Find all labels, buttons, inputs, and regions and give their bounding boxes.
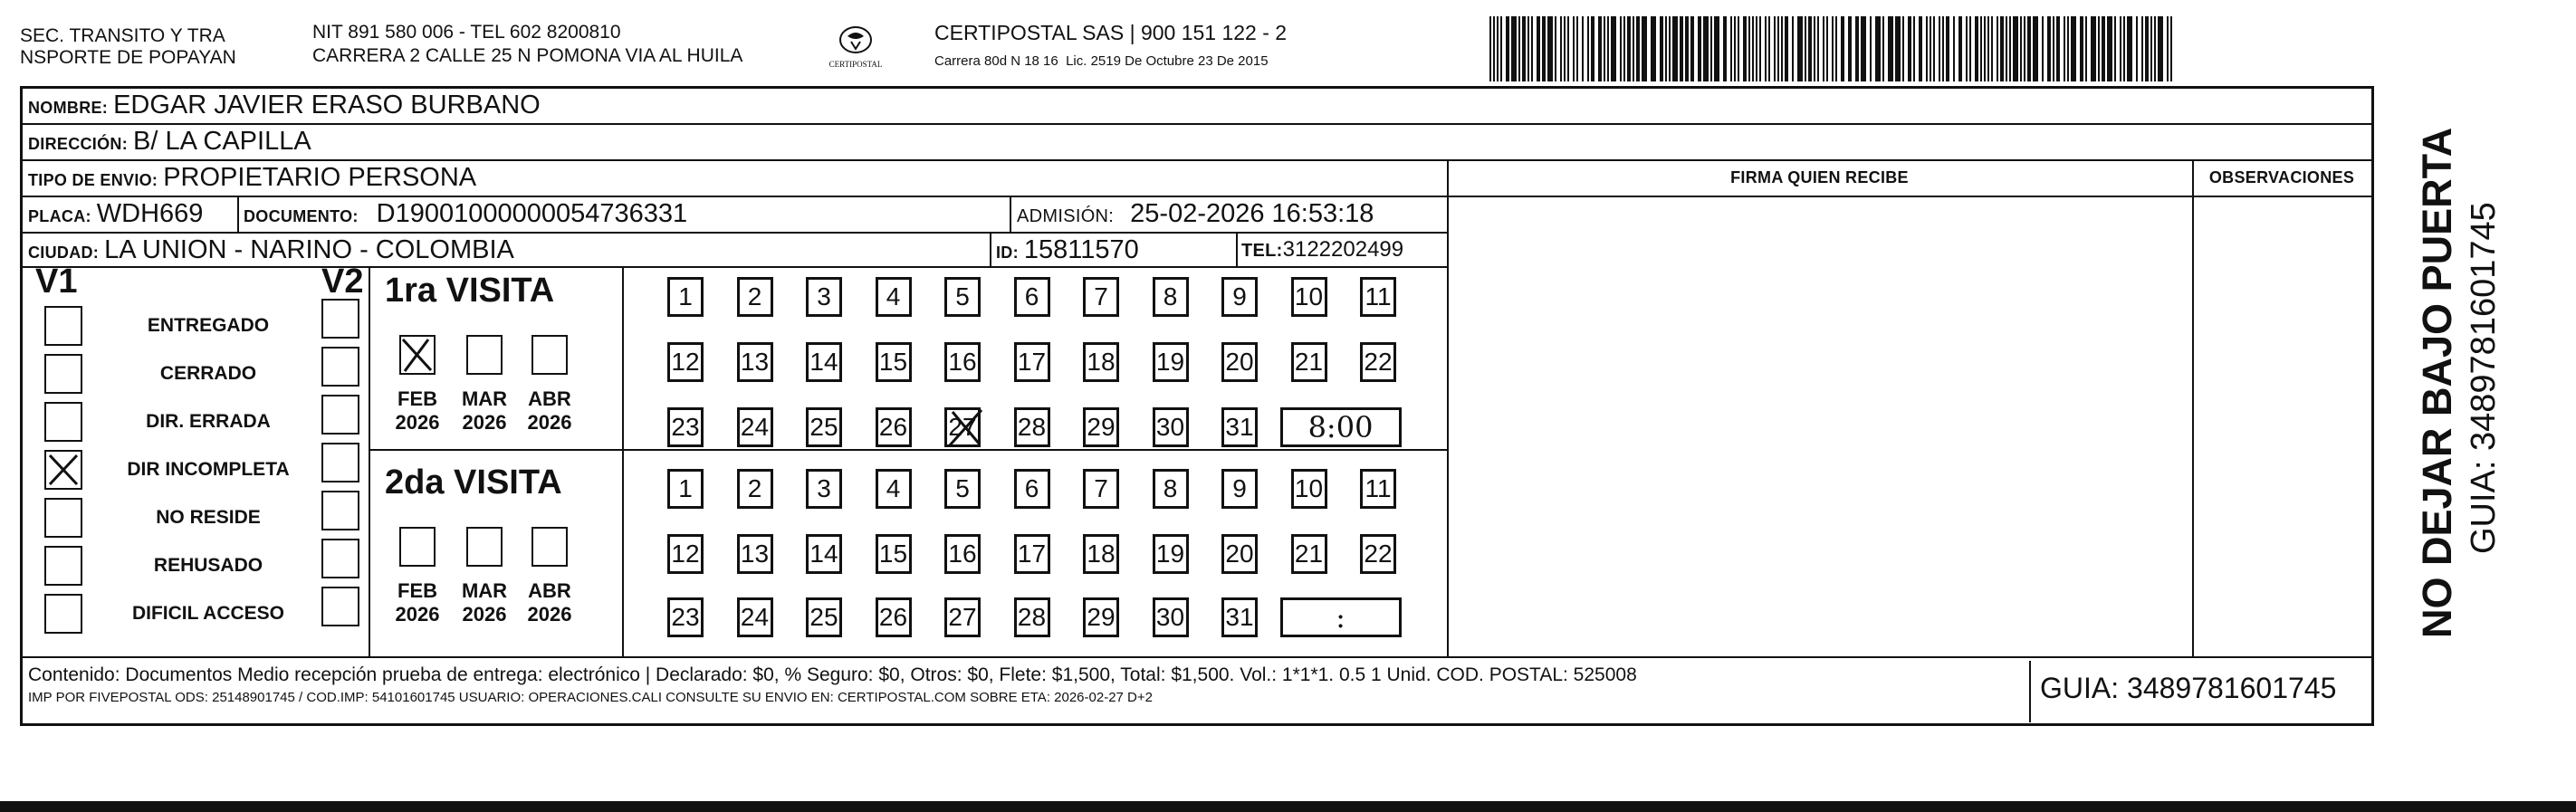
first-visit-day-box[interactable]: 23: [667, 407, 704, 447]
second-visit-day-box[interactable]: 22: [1360, 534, 1396, 574]
admision-value: 25-02-2026 16:53:18: [1130, 199, 1374, 228]
v1-checkbox[interactable]: [44, 354, 82, 394]
month-name: FEB: [397, 387, 437, 410]
certipostal-logo: [824, 20, 887, 74]
no-dejar-bajo-puerta: NO DEJAR BAJO PUERTA: [2414, 127, 2460, 638]
first-visit-day-box[interactable]: 11: [1360, 277, 1396, 317]
first-visit-day-box[interactable]: 7: [1083, 277, 1119, 317]
first-visit-day-box[interactable]: 14: [806, 342, 842, 382]
logo-text: CERTIPOSTAL: [828, 60, 883, 69]
first-visit-day-box[interactable]: 20: [1221, 342, 1258, 382]
first-visit-day-box[interactable]: 6: [1014, 277, 1050, 317]
first-visit-day-box[interactable]: 27: [944, 407, 981, 447]
second-visit-day-box[interactable]: 14: [806, 534, 842, 574]
first-visit-day-box[interactable]: 18: [1083, 342, 1119, 382]
first-visit-day-box[interactable]: 13: [737, 342, 773, 382]
v1-checkbox[interactable]: [44, 546, 82, 586]
tel-row: [1241, 237, 1403, 263]
admision-row: [1017, 199, 1374, 229]
direccion-row: [28, 127, 311, 157]
second-visit-day-box[interactable]: 30: [1153, 597, 1189, 637]
nombre-row: [28, 91, 541, 120]
first-visit-day-box[interactable]: 4: [876, 277, 912, 317]
contenido-text: Contenido: Documentos Medio recepción prueba de entrega: electrónico | Declarado: $0, % Seguro: $0, Otros: $0, Flete: $1,500, Total: $1,500. Vol.: 1*1*1. 0.5 1 Unid. COD. POSTAL: 525008: [28, 664, 1637, 685]
month-year: 2026: [462, 603, 507, 626]
first-visit-day-box[interactable]: 22: [1360, 342, 1396, 382]
tel-value: 3122202499: [1282, 237, 1404, 262]
sender-nit: NIT 891 580 006 - TEL 602 8200810: [312, 22, 621, 43]
footer-guia: GUIA: 3489781601745: [2040, 672, 2337, 704]
first-visit-day-box[interactable]: 15: [876, 342, 912, 382]
month-year: 2026: [395, 411, 440, 434]
company-info: CERTIPOSTAL SAS | 900 151 122 - 2: [934, 21, 1288, 44]
first-visit-day-box[interactable]: 17: [1014, 342, 1050, 382]
side-guia: GUIA: 3489781601745: [2465, 202, 2503, 554]
id-row: [996, 235, 1139, 265]
sender-name-line2: NSPORTE DE POPAYAN: [20, 47, 236, 68]
first-visit-day-box[interactable]: 19: [1153, 342, 1189, 382]
v1-checkbox[interactable]: [44, 402, 82, 442]
first-visit-day-box[interactable]: 8: [1153, 277, 1189, 317]
tel-label: TEL:: [1241, 241, 1283, 261]
first-visit-day-box[interactable]: 5: [944, 277, 981, 317]
month-year: 2026: [527, 411, 572, 434]
placa-value: WDH669: [96, 199, 204, 228]
first-visit-title: 1ra VISITA: [385, 272, 555, 310]
nombre-label: NOMBRE:: [28, 99, 109, 117]
first-visit-day-box[interactable]: 3: [806, 277, 842, 317]
month-label: [392, 579, 443, 626]
second-visit-day-box[interactable]: 18: [1083, 534, 1119, 574]
ciudad-value: LA UNION - NARINO - COLOMBIA: [104, 235, 514, 264]
sender-address: CARRERA 2 CALLE 25 N POMONA VIA AL HUILA: [312, 45, 743, 66]
second-visit-day-box[interactable]: 2: [737, 469, 773, 509]
first-visit-day-box[interactable]: 30: [1153, 407, 1189, 447]
second-visit-day-box[interactable]: 7: [1083, 469, 1119, 509]
second-visit-day-box[interactable]: 31: [1221, 597, 1258, 637]
status-option-label: REHUSADO: [153, 555, 263, 576]
status-option-label: ENTREGADO: [147, 315, 270, 336]
v2-checkbox[interactable]: [321, 443, 359, 482]
first-visit-month-checkbox[interactable]: [399, 335, 436, 375]
status-option-label: DIR INCOMPLETA: [127, 459, 290, 480]
barcode: [1489, 16, 2178, 81]
direccion-value: B/ LA CAPILLA: [133, 127, 311, 156]
v1-checkbox[interactable]: [44, 306, 82, 346]
firma-label: FIRMA QUIEN RECIBE: [1730, 168, 1909, 186]
second-visit-day-box[interactable]: 6: [1014, 469, 1050, 509]
second-visit-day-box[interactable]: 17: [1014, 534, 1050, 574]
v2-checkbox[interactable]: [321, 347, 359, 387]
second-visit-day-box[interactable]: 27: [944, 597, 981, 637]
v1-label: V1: [35, 263, 78, 301]
admision-label: ADMISIÓN:: [1017, 206, 1115, 226]
first-visit-month-checkbox[interactable]: [466, 335, 503, 375]
first-visit-day-box[interactable]: 1: [667, 277, 704, 317]
first-visit-day-box[interactable]: 21: [1291, 342, 1327, 382]
first-visit-day-box[interactable]: 28: [1014, 407, 1050, 447]
v2-checkbox[interactable]: [321, 299, 359, 339]
second-visit-day-box[interactable]: 20: [1221, 534, 1258, 574]
second-visit-day-box[interactable]: 29: [1083, 597, 1119, 637]
month-year: 2026: [462, 411, 507, 434]
second-visit-day-box[interactable]: 15: [876, 534, 912, 574]
placa-label: PLACA:: [28, 207, 91, 225]
second-visit-day-box[interactable]: 25: [806, 597, 842, 637]
first-visit-day-box[interactable]: 9: [1221, 277, 1258, 317]
second-visit-day-box[interactable]: 12: [667, 534, 704, 574]
status-option-label: NO RESIDE: [156, 507, 261, 528]
second-visit-day-box[interactable]: 1: [667, 469, 704, 509]
imp-text: IMP POR FIVEPOSTAL ODS: 25148901745 / COD.IMP: 54101601745 USUARIO: OPERACIONES.CALI CONSULTE SU ENVIO EN: CERTIPOSTAL.COM SOBRE ETA: 2026-02-27 D+2: [28, 690, 1153, 705]
v1-checkbox[interactable]: [44, 594, 82, 634]
v2-checkbox[interactable]: [321, 395, 359, 435]
month-year: 2026: [395, 603, 440, 626]
v2-checkbox[interactable]: [321, 491, 359, 530]
first-visit-day-box[interactable]: 26: [876, 407, 912, 447]
second-visit-day-box[interactable]: 28: [1014, 597, 1050, 637]
first-visit-day-box[interactable]: 25: [806, 407, 842, 447]
observaciones-label: OBSERVACIONES: [2208, 168, 2355, 186]
placa-row: [28, 199, 203, 229]
second-visit-month-checkbox[interactable]: [531, 527, 568, 567]
v2-checkbox[interactable]: [321, 539, 359, 578]
month-label: [392, 387, 443, 435]
status-option-label: DIFICIL ACCESO: [131, 603, 284, 624]
month-name: ABR: [528, 387, 571, 410]
second-visit-title: 2da VISITA: [385, 463, 562, 502]
second-visit-day-box[interactable]: 16: [944, 534, 981, 574]
second-visit-day-box[interactable]: 21: [1291, 534, 1327, 574]
month-year: 2026: [527, 603, 572, 626]
direccion-label: DIRECCIÓN:: [28, 135, 128, 153]
sender-name-line1: SEC. TRANSITO Y TRA: [20, 25, 225, 46]
status-option-label: CERRADO: [159, 363, 257, 384]
first-visit-day-box[interactable]: 29: [1083, 407, 1119, 447]
month-name: FEB: [397, 579, 437, 602]
month-name: MAR: [461, 387, 508, 410]
month-label: [524, 579, 575, 626]
second-visit-day-box[interactable]: 10: [1291, 469, 1327, 509]
first-visit-day-box[interactable]: 16: [944, 342, 981, 382]
first-visit-day-box[interactable]: 24: [737, 407, 773, 447]
ciudad-label: CIUDAD:: [28, 244, 100, 262]
second-visit-day-box[interactable]: 4: [876, 469, 912, 509]
second-visit-day-box[interactable]: 23: [667, 597, 704, 637]
bottom-edge: [0, 801, 2576, 812]
first-visit-day-box[interactable]: 12: [667, 342, 704, 382]
tipo-envio-label: TIPO DE ENVIO:: [28, 171, 158, 189]
second-visit-time-field[interactable]: :: [1280, 597, 1402, 637]
second-visit-month-checkbox[interactable]: [466, 527, 503, 567]
first-visit-day-box[interactable]: 2: [737, 277, 773, 317]
documento-row: [244, 199, 687, 229]
documento-value: D19001000000054736331: [376, 199, 688, 228]
month-name: ABR: [528, 579, 571, 602]
second-visit-day-box[interactable]: 26: [876, 597, 912, 637]
month-label: [459, 579, 510, 626]
status-option-label: DIR. ERRADA: [146, 411, 271, 432]
month-label: [459, 387, 510, 435]
ciudad-row: [28, 235, 514, 265]
second-visit-day-box[interactable]: 24: [737, 597, 773, 637]
v2-checkbox[interactable]: [321, 587, 359, 626]
v1-checkbox[interactable]: [44, 498, 82, 538]
documento-label: DOCUMENTO:: [244, 207, 359, 225]
month-name: MAR: [461, 579, 508, 602]
v1-checkbox[interactable]: [44, 450, 82, 490]
id-label: ID:: [996, 244, 1019, 262]
delivery-form: [20, 86, 2374, 726]
first-visit-day-box[interactable]: 10: [1291, 277, 1327, 317]
second-visit-month-checkbox[interactable]: [399, 527, 436, 567]
v2-label: V2: [321, 263, 364, 301]
second-visit-day-box[interactable]: 3: [806, 469, 842, 509]
id-value: 15811570: [1023, 235, 1139, 264]
second-visit-day-box[interactable]: 5: [944, 469, 981, 509]
second-visit-day-box[interactable]: 19: [1153, 534, 1189, 574]
tipo-envio-row: [28, 163, 476, 193]
nombre-value: EDGAR JAVIER ERASO BURBANO: [113, 91, 541, 119]
first-visit-month-checkbox[interactable]: [531, 335, 568, 375]
tipo-envio-value: PROPIETARIO PERSONA: [163, 163, 477, 192]
second-visit-day-box[interactable]: 13: [737, 534, 773, 574]
first-visit-day-box[interactable]: 31: [1221, 407, 1258, 447]
first-visit-time-field[interactable]: 8:00: [1280, 407, 1402, 447]
second-visit-day-box[interactable]: 8: [1153, 469, 1189, 509]
company-address: Carrera 80d N 18 16 Lic. 2519 De Octubre 23 De 2015: [934, 53, 1269, 69]
second-visit-day-box[interactable]: 11: [1360, 469, 1396, 509]
month-label: [524, 387, 575, 435]
second-visit-day-box[interactable]: 9: [1221, 469, 1258, 509]
